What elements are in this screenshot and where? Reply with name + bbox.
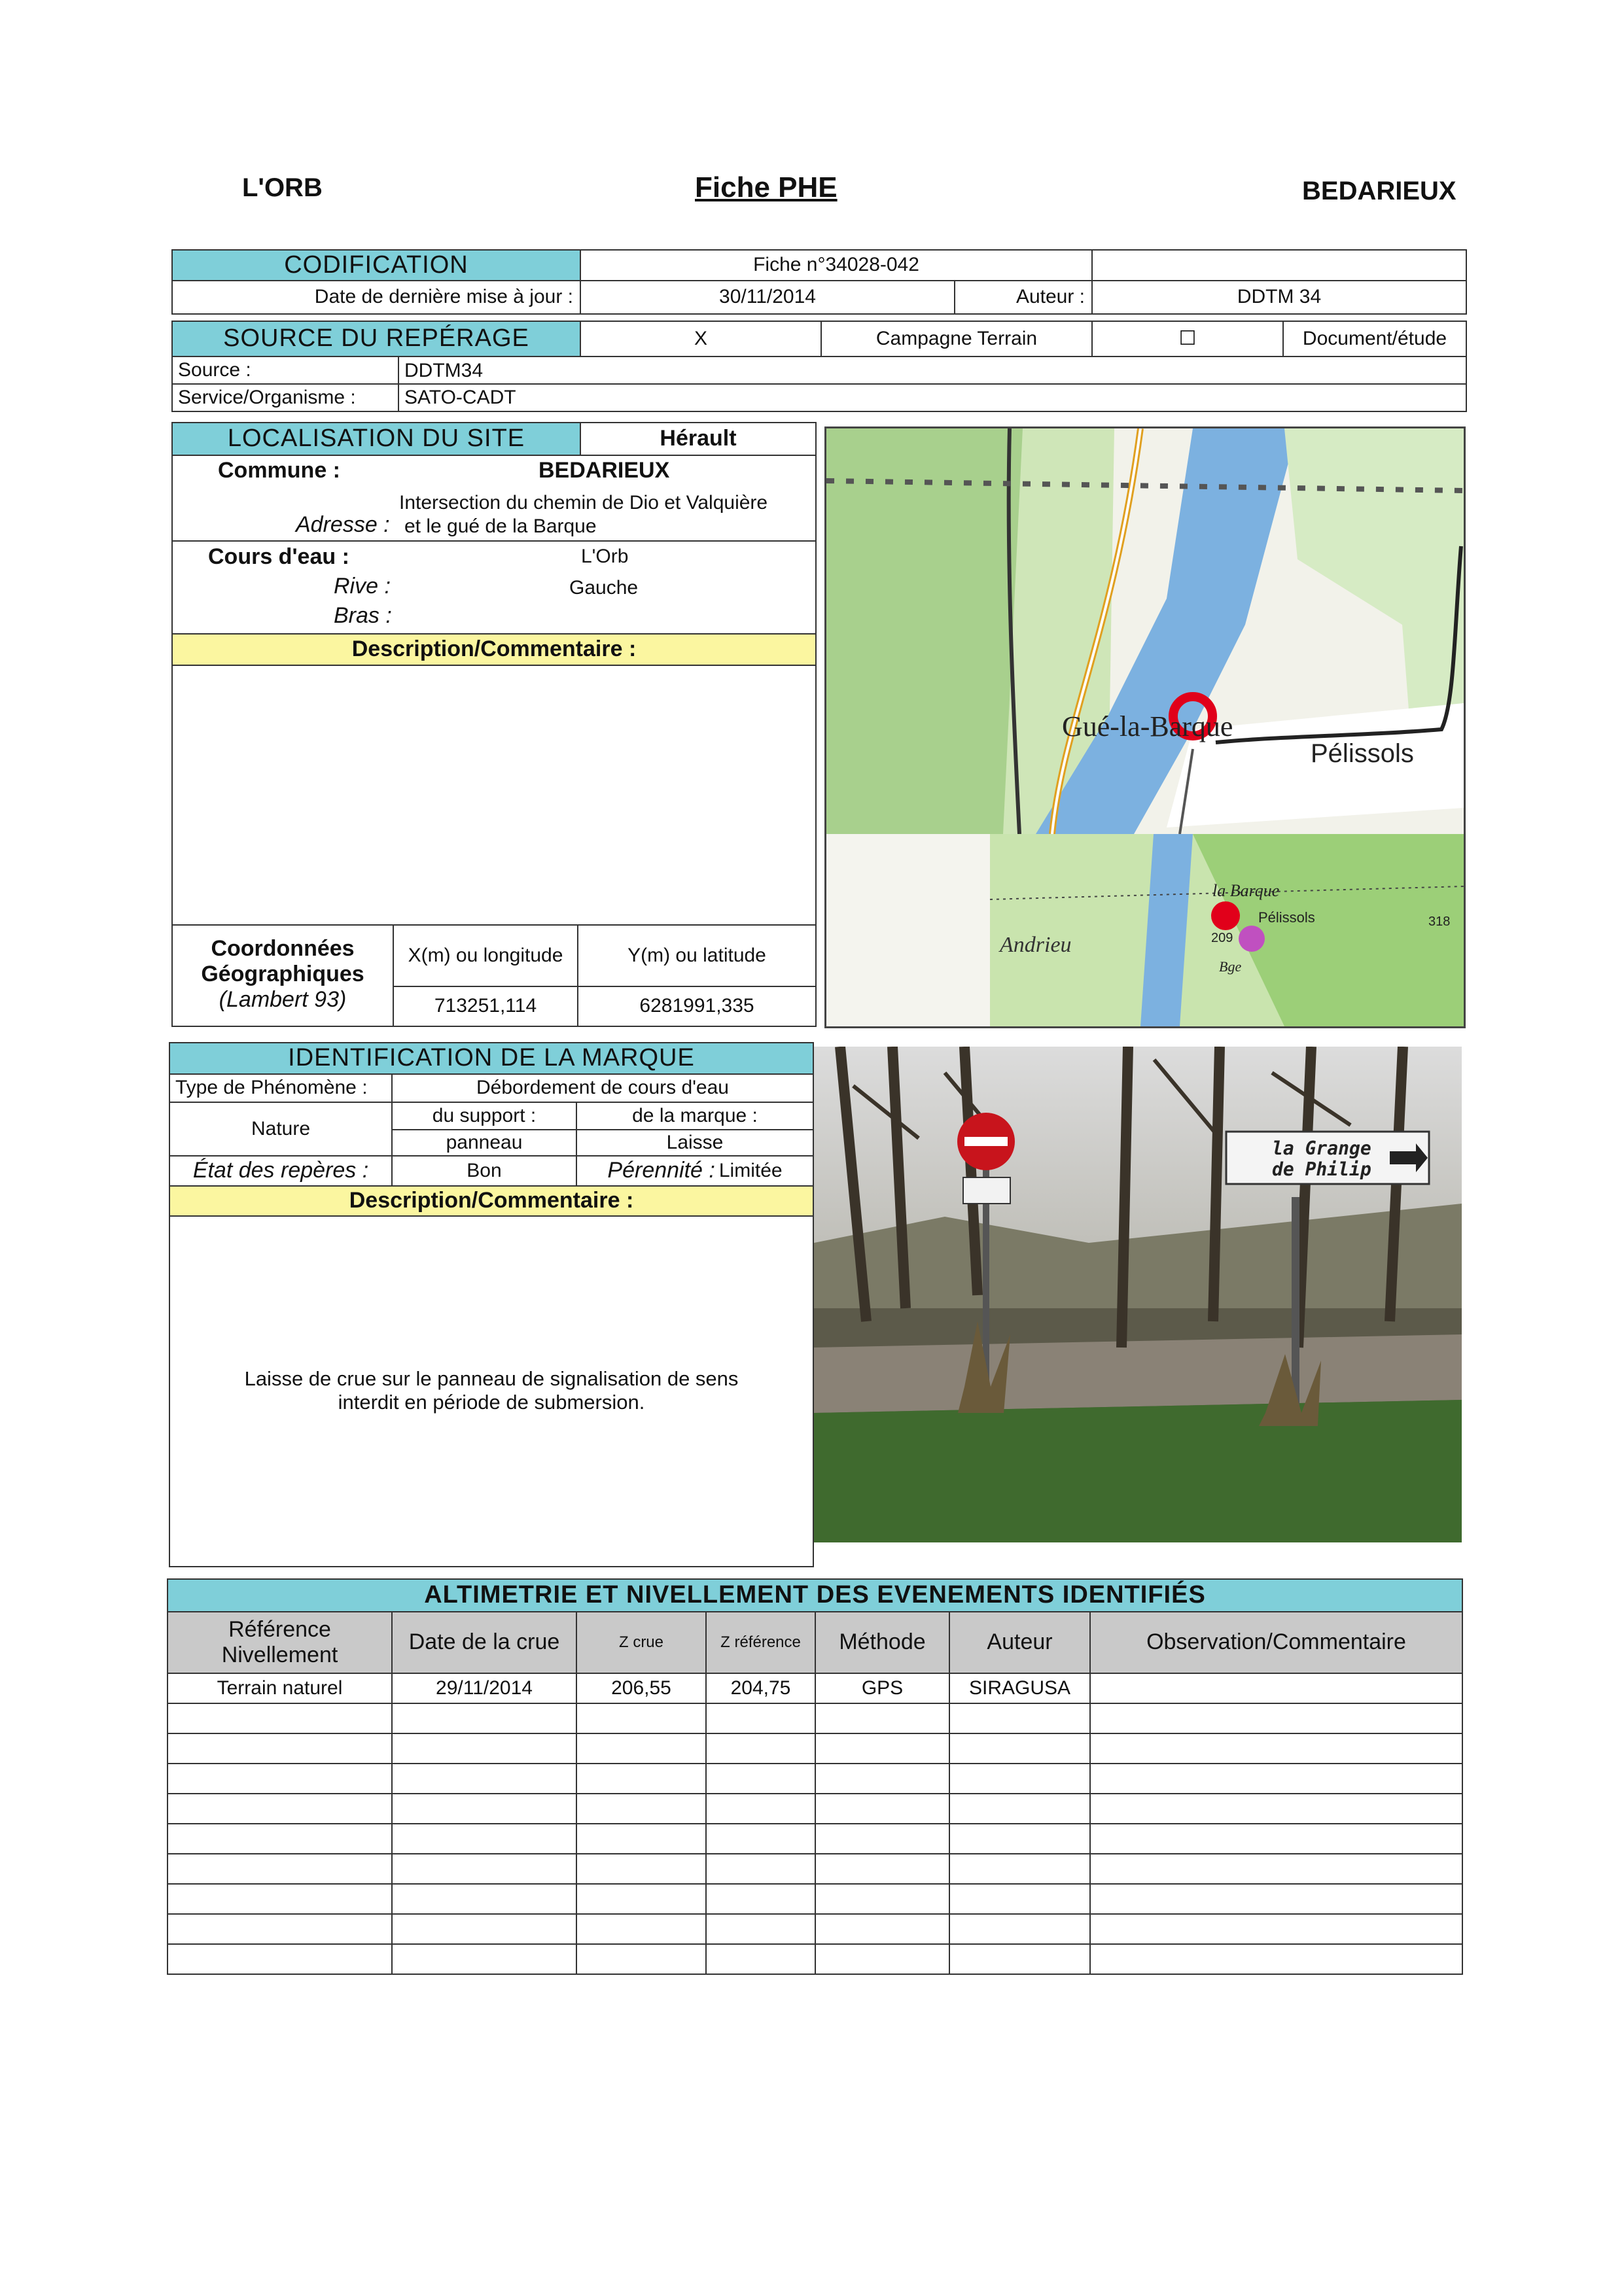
adresse-divider (171, 540, 817, 542)
empty-cell (391, 1853, 577, 1885)
auteur-value: DDTM 34 (1091, 280, 1467, 315)
cours-value: L'Orb (581, 546, 629, 567)
x-value: 713251,114 (393, 986, 578, 1027)
empty-cell (576, 1943, 707, 1975)
row1-date: 29/11/2014 (391, 1673, 577, 1704)
empty-cell (1089, 1943, 1463, 1975)
marque-value: Laisse (576, 1129, 814, 1157)
header-methode: Méthode (815, 1611, 950, 1674)
inset-label-318: 318 (1428, 914, 1451, 929)
source-label: Source : (171, 356, 399, 385)
x-label: X(m) ou longitude (393, 924, 578, 987)
empty-cell (815, 1793, 950, 1824)
empty-cell (949, 1853, 1091, 1885)
page-title: Fiche PHE (695, 171, 838, 203)
empty-cell (391, 1763, 577, 1794)
empty-cell (391, 1733, 577, 1764)
empty-cell (391, 1913, 577, 1945)
document-etude: Document/étude (1282, 321, 1467, 357)
perennite-value: Limitée (718, 1159, 783, 1181)
empty-cell (815, 1763, 950, 1794)
row1-methode: GPS (815, 1673, 950, 1704)
empty-cell (576, 1703, 707, 1734)
empty-cell (705, 1763, 816, 1794)
empty-cell (705, 1913, 816, 1945)
empty-cell (167, 1853, 393, 1885)
inset-label-barque: la Barque (1212, 881, 1280, 900)
row1-auteur: SIRAGUSA (949, 1673, 1091, 1704)
header-right: BEDARIEUX (1302, 177, 1456, 205)
adresse-line1: Intersection du chemin de Dio et Valquière (399, 492, 768, 513)
empty-cell (949, 1793, 1091, 1824)
adresse-line2: et le gué de la Barque (404, 515, 597, 537)
bras-label: Bras : (334, 603, 392, 628)
source-title: SOURCE DU REPÉRAGE (171, 321, 581, 357)
coord-label-3: (Lambert 93) (219, 987, 347, 1012)
type-value: Débordement de cours d'eau (391, 1073, 814, 1103)
empty-cell (576, 1763, 707, 1794)
empty-cell (167, 1793, 393, 1824)
site-photo (814, 1047, 1462, 1542)
empty-cell (815, 1703, 950, 1734)
empty-cell (576, 1883, 707, 1915)
empty-cell (815, 1853, 950, 1885)
codification-empty (1091, 249, 1467, 281)
perennite-label: Pérennité : (607, 1158, 715, 1183)
marque-label: de la marque : (576, 1102, 814, 1130)
empty-cell (949, 1883, 1091, 1915)
empty-cell (1089, 1763, 1463, 1794)
codification-title: CODIFICATION (171, 249, 581, 281)
empty-cell (576, 1793, 707, 1824)
empty-cell (1089, 1853, 1463, 1885)
empty-cell (576, 1823, 707, 1854)
row1-reference: Terrain naturel (167, 1673, 393, 1704)
empty-cell (391, 1823, 577, 1854)
inset-label-pelissols: Pélissols (1258, 909, 1315, 926)
header-z-reference: Z référence (705, 1611, 816, 1674)
empty-cell (167, 1763, 393, 1794)
header-auteur: Auteur (949, 1611, 1091, 1674)
inset-label-andrieu: Andrieu (1000, 933, 1072, 957)
date-value: 30/11/2014 (580, 280, 955, 315)
empty-cell (391, 1703, 577, 1734)
localisation-desc-title: Description/Commentaire : (171, 633, 817, 666)
empty-cell (815, 1733, 950, 1764)
etat-label: État des repères : (169, 1155, 393, 1187)
service-value: SATO-CADT (398, 383, 1467, 412)
empty-cell (949, 1703, 1091, 1734)
source-value: DDTM34 (398, 356, 1467, 385)
empty-cell (391, 1793, 577, 1824)
localisation-title: LOCALISATION DU SITE (171, 422, 581, 456)
empty-cell (1089, 1793, 1463, 1824)
map-label-gue: Gué-la-Barque (1062, 710, 1233, 742)
empty-cell (391, 1943, 577, 1975)
empty-cell (1089, 1883, 1463, 1915)
empty-cell (576, 1733, 707, 1764)
header-z-crue: Z crue (576, 1611, 707, 1674)
nature-label: Nature (169, 1102, 393, 1157)
empty-cell (167, 1883, 393, 1915)
header-reference: Référence Nivellement (167, 1611, 393, 1674)
fiche-number: Fiche n°34028-042 (580, 249, 1093, 281)
type-label: Type de Phénomène : (169, 1073, 393, 1103)
identification-title: IDENTIFICATION DE LA MARQUE (169, 1042, 814, 1075)
commune-value: BEDARIEUX (538, 458, 670, 483)
location-map (824, 426, 1466, 1028)
empty-cell (391, 1883, 577, 1915)
empty-cell (705, 1733, 816, 1764)
empty-cell (167, 1913, 393, 1945)
inset-label-bge: Bge (1219, 958, 1242, 975)
identification-desc-line2: interdit en période de submersion. (338, 1390, 645, 1414)
empty-cell (576, 1853, 707, 1885)
empty-cell (815, 1883, 950, 1915)
empty-cell (949, 1823, 1091, 1854)
empty-cell (949, 1733, 1091, 1764)
empty-cell (705, 1823, 816, 1854)
document-checkbox[interactable]: ☐ (1091, 321, 1284, 357)
inset-label-209: 209 (1211, 931, 1233, 945)
coord-label-1: Coordonnées (211, 936, 355, 961)
rive-value: Gauche (569, 577, 639, 599)
map-label-pelissols: Pélissols (1311, 739, 1414, 768)
auteur-label: Auteur : (954, 280, 1093, 315)
empty-cell (705, 1943, 816, 1975)
service-label: Service/Organisme : (171, 383, 399, 412)
support-label: du support : (391, 1102, 577, 1130)
date-label: Date de dernière mise à jour : (171, 280, 581, 315)
y-value: 6281991,335 (577, 986, 817, 1027)
adresse-label: Adresse : (296, 512, 390, 537)
identification-desc-line1: Laisse de crue sur le panneau de signalisation de sens (244, 1367, 739, 1390)
source-mark-x: X (580, 321, 822, 357)
rive-label: Rive : (334, 574, 391, 599)
identification-desc-body (169, 1215, 814, 1567)
localisation-desc-body (171, 665, 817, 924)
empty-cell (167, 1823, 393, 1854)
empty-cell (1089, 1733, 1463, 1764)
coord-label-2: Géographiques (201, 962, 364, 986)
photo-sign-line1: la Grange (1272, 1138, 1371, 1159)
commune-label: Commune : (218, 458, 340, 483)
empty-cell (949, 1943, 1091, 1975)
campagne-terrain: Campagne Terrain (821, 321, 1093, 357)
header-date: Date de la crue (391, 1611, 577, 1674)
empty-cell (167, 1943, 393, 1975)
photo-sign-line2: de Philip (1272, 1158, 1371, 1180)
empty-cell (1089, 1703, 1463, 1734)
empty-cell (167, 1703, 393, 1734)
empty-cell (705, 1793, 816, 1824)
row1-z-reference: 204,75 (705, 1673, 816, 1704)
empty-cell (1089, 1913, 1463, 1945)
header-observation: Observation/Commentaire (1089, 1611, 1463, 1674)
empty-cell (949, 1763, 1091, 1794)
row1-z-crue: 206,55 (576, 1673, 707, 1704)
y-label: Y(m) ou latitude (577, 924, 817, 987)
empty-cell (1089, 1823, 1463, 1854)
perennite-cell (576, 1155, 814, 1187)
empty-cell (815, 1823, 950, 1854)
empty-cell (949, 1913, 1091, 1945)
altimetrie-title: ALTIMETRIE ET NIVELLEMENT DES EVENEMENTS IDENTIFIÉS (167, 1578, 1463, 1612)
identification-desc-title: Description/Commentaire : (169, 1185, 814, 1217)
support-value: panneau (391, 1129, 577, 1157)
coord-label-box (171, 924, 394, 1027)
empty-cell (167, 1733, 393, 1764)
row1-observation (1089, 1673, 1463, 1704)
empty-cell (705, 1883, 816, 1915)
etat-value: Bon (391, 1155, 577, 1187)
header-left: L'ORB (242, 173, 323, 202)
empty-cell (705, 1703, 816, 1734)
empty-cell (576, 1913, 707, 1945)
departement: Hérault (580, 422, 817, 456)
empty-cell (815, 1913, 950, 1945)
cours-label: Cours d'eau : (208, 544, 349, 569)
empty-cell (705, 1853, 816, 1885)
empty-cell (815, 1943, 950, 1975)
